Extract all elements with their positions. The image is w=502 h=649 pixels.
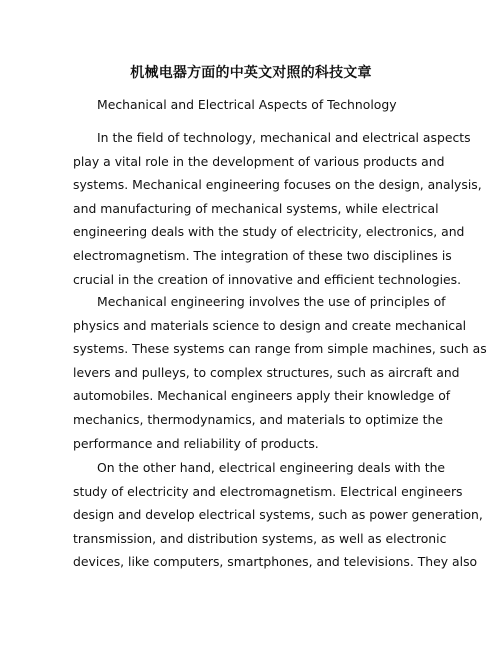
document-subtitle: Mechanical and Electrical Aspects of Technology (97, 97, 397, 112)
paragraph-line: play a vital role in the development of various products and (73, 153, 445, 169)
paragraph-line: transmission, and distribution systems, as well as electronic (73, 530, 447, 546)
paragraph-line: physics and materials science to design and create mechanical (73, 317, 467, 333)
paragraph-line: automobiles. Mechanical engineers apply their knowledge of (73, 388, 451, 404)
paragraph-2 (73, 290, 487, 455)
paragraph-line: study of electricity and electromagnetism. Electrical engineers (73, 483, 463, 499)
paragraph-3 (73, 456, 483, 574)
paragraph-line: systems. These systems can range from simple machines, such as (73, 341, 487, 357)
paragraph-line: electromagnetism. The integration of these two disciplines is (73, 247, 452, 263)
paragraph-line: design and develop electrical systems, such as power generation, (73, 507, 483, 523)
paragraph-line: performance and reliability of products. (73, 435, 319, 451)
paragraph-line: crucial in the creation of innovative and efficient technologies. (73, 271, 462, 287)
paragraph-line: engineering deals with the study of electricity, electronics, and (73, 224, 465, 240)
paragraph-line: levers and pulleys, to complex structures, such as aircraft and (73, 364, 460, 380)
paragraph-line: Mechanical engineering involves the use of principles of (97, 294, 446, 309)
paragraph-line: and manufacturing of mechanical systems, while electrical (73, 200, 439, 216)
paragraph-1 (73, 126, 482, 291)
paragraph-line: devices, like computers, smartphones, and televisions. They also (73, 554, 478, 570)
document-title: 机械电器方面的中英文对照的科技文章 (130, 65, 372, 81)
paragraph-line: systems. Mechanical engineering focuses on the design, analysis, (73, 177, 482, 193)
paragraph-line: On the other hand, electrical engineering deals with the (97, 460, 446, 475)
paragraph-line: mechanics, thermodynamics, and materials to optimize the (73, 411, 443, 427)
paragraph-line: In the field of technology, mechanical and electrical aspects (97, 130, 471, 145)
